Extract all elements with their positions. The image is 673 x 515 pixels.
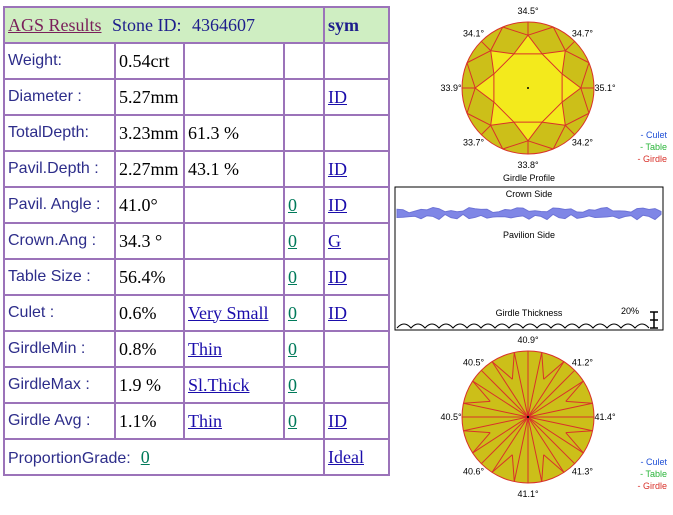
row-score[interactable]: 0 — [288, 338, 297, 359]
row-label-cell — [4, 187, 115, 223]
row-label-cell — [4, 367, 115, 403]
pavilion-angle-label: 40.6° — [462, 466, 485, 477]
crown-center — [527, 87, 529, 89]
row-label-cell — [4, 151, 115, 187]
crown-angle-label: 34.7° — [571, 28, 594, 39]
row-value: 3.23mm — [119, 122, 179, 143]
girdle-band — [397, 207, 661, 219]
row-value: 1.9 % — [119, 374, 161, 395]
row-value-cell — [115, 151, 184, 187]
row-grade[interactable]: Very Small — [188, 302, 269, 323]
row-grade-cell — [184, 403, 284, 439]
row-label: Culet : — [8, 304, 55, 321]
row-symbol-cell — [324, 331, 389, 367]
row-grade[interactable]: Thin — [188, 410, 222, 431]
row-label-cell — [4, 331, 115, 367]
legend-bottom — [612, 456, 667, 492]
row-value-cell — [115, 259, 184, 295]
row-grade-cell — [184, 331, 284, 367]
girdle-thickness-label: Girdle Thickness — [495, 308, 563, 318]
row-grade-cell — [184, 223, 284, 259]
row-score-cell — [284, 259, 324, 295]
pavilion-angle-label: 41.2° — [571, 357, 594, 368]
girdle-profile — [393, 172, 668, 337]
row-label-cell — [4, 43, 115, 79]
row-label: Diameter : — [8, 88, 82, 105]
pavilion-angle-label: 40.9° — [517, 335, 539, 345]
crown-angle-label: 34.1° — [462, 28, 485, 39]
row-score[interactable]: 0 — [288, 410, 297, 431]
row-score[interactable]: 0 — [288, 302, 297, 323]
row-score-cell — [284, 115, 324, 151]
row-label: Weight: — [8, 52, 62, 69]
row-value: 34.3 ° — [119, 230, 163, 251]
legend-table: - Table — [640, 469, 667, 479]
row-value: 5.27mm — [119, 86, 179, 107]
row-symbol-cell — [324, 43, 389, 79]
row-score[interactable]: 0 — [288, 194, 297, 215]
legend-culet: - Culet — [640, 457, 667, 467]
pavilion-angle-label: 41.4° — [594, 412, 616, 422]
row-symbol[interactable]: ID — [328, 194, 347, 215]
row-grade[interactable]: Thin — [188, 338, 222, 359]
legend-top — [612, 129, 667, 165]
thickness-scale — [650, 312, 658, 328]
girdle-scallop — [397, 324, 649, 328]
stone-id-value: 4364607 — [192, 14, 256, 35]
row-score[interactable]: 0 — [288, 230, 297, 251]
pavilion-culet — [527, 416, 529, 418]
row-symbol-cell — [324, 223, 389, 259]
table-row — [4, 43, 389, 79]
legend-table: - Table — [640, 142, 667, 152]
proportion-label: ProportionGrade: — [8, 449, 131, 467]
proportion-row — [4, 439, 389, 475]
table-row — [4, 367, 389, 403]
row-score-cell — [284, 187, 324, 223]
row-score-cell — [284, 403, 324, 439]
row-symbol[interactable]: ID — [328, 266, 347, 287]
pavilion-angle-label: 40.5° — [440, 412, 462, 422]
thickness-percent: 20% — [621, 306, 640, 316]
row-label: Pavil.Depth : — [8, 160, 99, 177]
row-value-cell — [115, 403, 184, 439]
row-symbol[interactable]: G — [328, 230, 341, 251]
row-score[interactable]: 0 — [288, 266, 297, 287]
row-value: 56.4% — [119, 266, 166, 287]
row-symbol-cell — [324, 367, 389, 403]
row-symbol[interactable]: ID — [328, 410, 347, 431]
row-value-cell — [115, 331, 184, 367]
row-symbol-cell — [324, 187, 389, 223]
row-symbol-cell — [324, 259, 389, 295]
row-value-cell — [115, 187, 184, 223]
sym-label: sym — [328, 14, 359, 35]
row-symbol-cell — [324, 79, 389, 115]
pavilion-angle-label: 40.5° — [462, 357, 485, 368]
girdle-profile-title: Girdle Profile — [502, 173, 556, 183]
row-score-cell — [284, 331, 324, 367]
row-score-cell — [284, 367, 324, 403]
row-grade-cell — [184, 43, 284, 79]
row-label-cell — [4, 79, 115, 115]
pavilion-angle-label: 41.3° — [571, 466, 594, 477]
legend-culet: - Culet — [640, 130, 667, 140]
row-symbol[interactable]: ID — [328, 158, 347, 179]
row-symbol-cell — [324, 403, 389, 439]
row-value: 0.54crt — [119, 50, 170, 71]
row-grade-cell — [184, 79, 284, 115]
row-symbol[interactable]: ID — [328, 302, 347, 323]
row-value: 0.8% — [119, 338, 157, 359]
row-grade-cell — [184, 367, 284, 403]
row-label-cell — [4, 295, 115, 331]
row-label: Pavil. Angle : — [8, 196, 101, 213]
table-row — [4, 79, 389, 115]
row-grade-cell — [184, 259, 284, 295]
row-grade[interactable]: Sl.Thick — [188, 374, 250, 395]
row-label: Girdle Avg : — [8, 412, 91, 429]
row-value-cell — [115, 295, 184, 331]
row-value: 0.6% — [119, 302, 157, 323]
row-label-cell — [4, 403, 115, 439]
row-label: Table Size : — [8, 268, 91, 285]
row-grade-cell — [184, 115, 284, 151]
row-value: 41.0° — [119, 194, 158, 215]
crown-angle-label: 34.5° — [517, 6, 539, 16]
row-grade-cell — [184, 295, 284, 331]
row-score-cell — [284, 151, 324, 187]
row-grade: 43.1 % — [188, 158, 239, 179]
results-table — [3, 6, 390, 476]
table-row — [4, 259, 389, 295]
row-symbol-cell — [324, 115, 389, 151]
row-label: TotalDepth: — [8, 124, 89, 141]
proportion-score[interactable]: 0 — [140, 446, 150, 467]
row-symbol-cell — [324, 151, 389, 187]
row-grade-cell — [184, 187, 284, 223]
row-score-cell — [284, 43, 324, 79]
crown-angle-label: 34.2° — [571, 137, 594, 148]
crown-angle-label: 33.8° — [517, 160, 539, 170]
row-label: GirdleMax : — [8, 376, 90, 393]
row-score-cell — [284, 295, 324, 331]
pavilion-side-label: Pavilion Side — [502, 230, 556, 240]
row-grade-cell — [184, 151, 284, 187]
proportion-cell — [4, 439, 324, 475]
pavilion-angle-label: 41.1° — [517, 489, 539, 499]
row-label-cell — [4, 223, 115, 259]
table-row — [4, 115, 389, 151]
row-score[interactable]: 0 — [288, 374, 297, 395]
proportion-grade[interactable]: Ideal — [328, 446, 364, 467]
table-row — [4, 151, 389, 187]
row-score-cell — [284, 79, 324, 115]
crown-side-label: Crown Side — [505, 189, 553, 199]
row-label-cell — [4, 259, 115, 295]
row-label: Crown.Ang : — [8, 232, 97, 249]
results-header-row — [4, 7, 389, 43]
row-value: 2.27mm — [119, 158, 179, 179]
crown-angle-label: 33.9° — [440, 83, 462, 93]
sym-header — [324, 7, 389, 43]
row-value-cell — [115, 367, 184, 403]
row-value-cell — [115, 43, 184, 79]
results-header — [4, 7, 324, 43]
table-row — [4, 403, 389, 439]
table-row — [4, 187, 389, 223]
row-score-cell — [284, 223, 324, 259]
stone-id-label: Stone ID: — [112, 14, 182, 35]
table-row — [4, 223, 389, 259]
legend-girdle: - Girdle — [637, 481, 667, 491]
crown-angle-label: 35.1° — [594, 83, 616, 93]
legend-girdle: - Girdle — [637, 154, 667, 164]
row-symbol-cell — [324, 295, 389, 331]
crown-angle-label: 33.7° — [462, 137, 485, 148]
table-row — [4, 331, 389, 367]
row-label: GirdleMin : — [8, 340, 86, 357]
row-value-cell — [115, 115, 184, 151]
row-value-cell — [115, 223, 184, 259]
row-grade: 61.3 % — [188, 122, 239, 143]
row-value: 1.1% — [119, 410, 157, 431]
ags-results-link[interactable]: AGS Results — [8, 14, 102, 35]
row-symbol[interactable]: ID — [328, 86, 347, 107]
row-label-cell — [4, 115, 115, 151]
table-row — [4, 295, 389, 331]
row-value-cell — [115, 79, 184, 115]
proportion-grade-cell — [324, 439, 389, 475]
